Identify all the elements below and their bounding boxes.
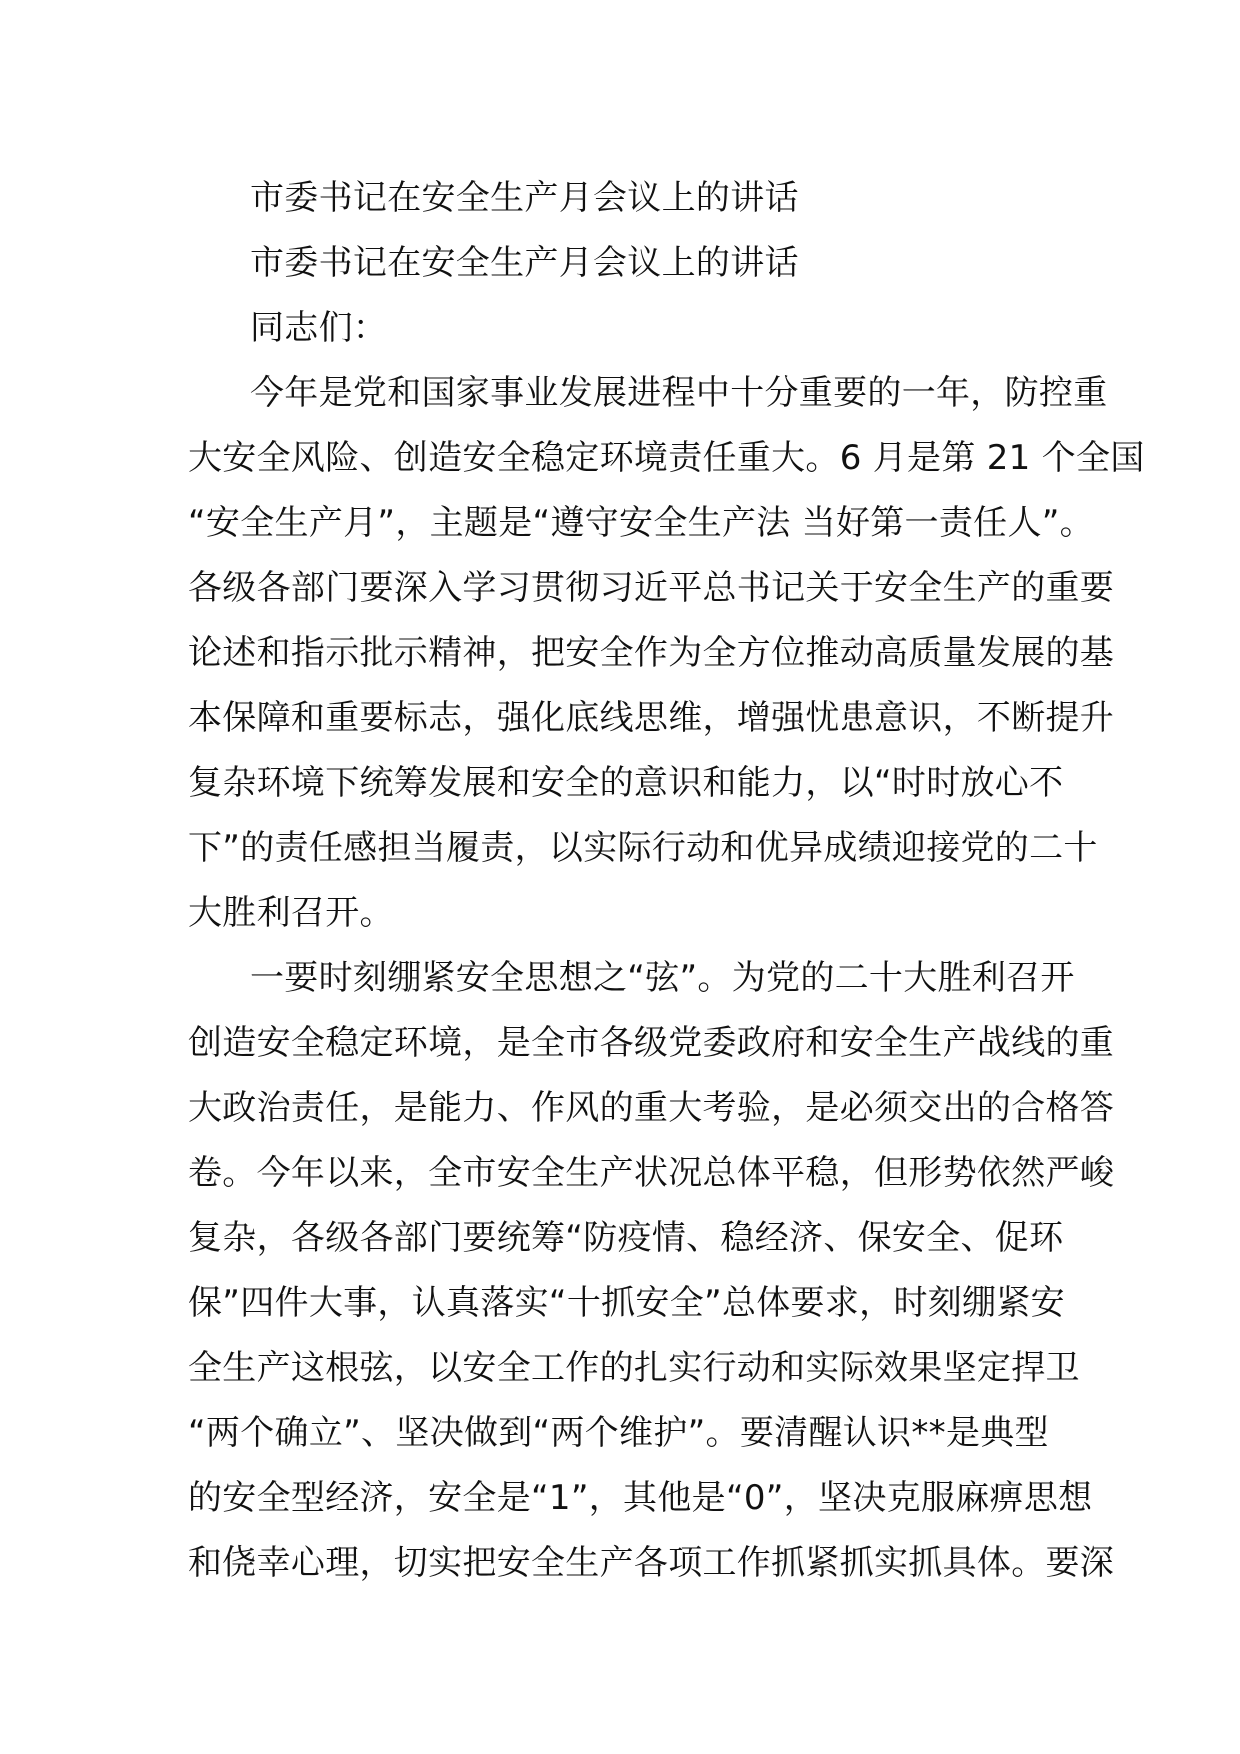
text-line: 和侥幸心理，切实把安全生产各项工作抓紧抓实抓具体。要深	[188, 1543, 1115, 1583]
text-line: “两个确立”、坚决做到“两个维护”。要清醒认识**是典型	[188, 1413, 1049, 1453]
text-line: 复杂环境下统筹发展和安全的意识和能力，以“时时放心不	[188, 763, 1064, 803]
text-line: 论述和指示批示精神，把安全作为全方位推动高质量发展的基	[188, 633, 1115, 673]
text-line: 下”的责任感担当履责，以实际行动和优异成绩迎接党的二十	[188, 828, 1098, 868]
text-line: 一要时刻绷紧安全思想之“弦”。为党的二十大胜利召开	[250, 958, 1075, 998]
text-line: 全生产这根弦，以安全工作的扎实行动和实际效果坚定捍卫	[188, 1348, 1080, 1388]
text-line: 各级各部门要深入学习贯彻习近平总书记关于安全生产的重要	[188, 568, 1115, 608]
text-line: 保”四件大事，认真落实“十抓安全”总体要求，时刻绷紧安	[188, 1283, 1065, 1323]
document-subtitle: 市委书记在安全生产月会议上的讲话	[250, 243, 799, 283]
text-line: 本保障和重要标志，强化底线思维，增强忧患意识，不断提升	[188, 698, 1115, 738]
text-line: 卷。今年以来，全市安全生产状况总体平稳，但形势依然严峻	[188, 1153, 1115, 1193]
text-line: 的安全型经济，安全是“1”，其他是“0”，坚决克服麻痹思想	[188, 1478, 1093, 1518]
text-line: “安全生产月”，主题是“遵守安全生产法 当好第一责任人”。	[188, 503, 1094, 543]
text-line: 大政治责任，是能力、作风的重大考验，是必须交出的合格答	[188, 1088, 1115, 1128]
salutation: 同志们：	[250, 308, 388, 348]
text-line: 大胜利召开。	[188, 893, 394, 933]
text-line: 今年是党和国家事业发展进程中十分重要的一年，防控重	[250, 373, 1108, 413]
document-title: 市委书记在安全生产月会议上的讲话	[250, 178, 799, 218]
text-line: 创造安全稳定环境，是全市各级党委政府和安全生产战线的重	[188, 1023, 1115, 1063]
text-line: 大安全风险、创造安全稳定环境责任重大。6 月是第 21 个全国	[188, 438, 1145, 478]
text-line: 复杂，各级各部门要统筹“防疫情、稳经济、保安全、促环	[188, 1218, 1064, 1258]
